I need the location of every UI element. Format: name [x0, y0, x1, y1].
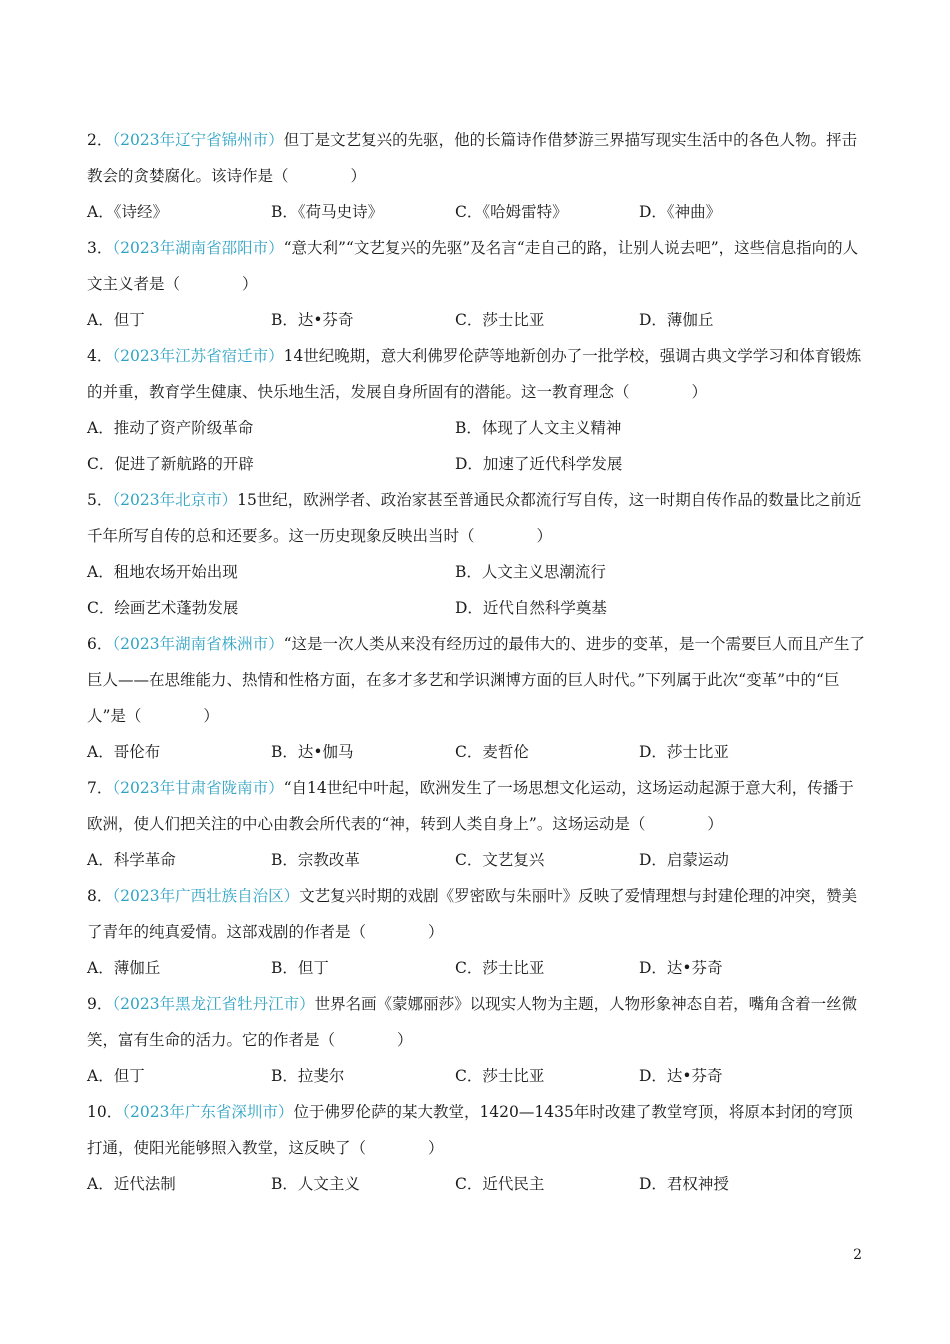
question-text: 15世纪，欧洲学者、政治家甚至普通民众都流行写自传，这一时期自传作品的数量比之前近千年所写自传的总和还要多。这一历史现象反映出当时（ ）	[87, 491, 862, 545]
question-number: 10．	[87, 1103, 123, 1121]
question-6	[87, 626, 867, 770]
option-c: C．莎士比亚	[455, 1067, 545, 1085]
question-source: （2023年辽宁省锦州市）	[112, 131, 284, 149]
options-row	[87, 1058, 867, 1094]
option-d: D．近代自然科学奠基	[455, 599, 607, 617]
option-b: B．体现了人文主义精神	[455, 419, 622, 437]
question-text: 世界名画《蒙娜丽莎》以现实人物为主题，人物形象神态自若，嘴角含着一丝微笑，富有生命的活力。它的作者是（ ）	[87, 995, 858, 1049]
option-a: A．科学革命	[87, 851, 176, 869]
option-d: D．加速了近代科学发展	[455, 455, 623, 473]
option-c: C．莎士比亚	[455, 959, 545, 977]
question-text: “意大利”“文艺复兴的先驱”及名言“走自己的路，让别人说去吧”，这些信息指向的人文主义者是（ ）	[87, 239, 859, 293]
question-7	[87, 770, 867, 878]
question-source: （2023年甘肃省陇南市）	[112, 779, 284, 797]
question-text: 但丁是文艺复兴的先驱，他的长篇诗作借梦游三界描写现实生活中的各色人物。抨击教会的贪婪腐化。该诗作是（ ）	[87, 131, 858, 185]
question-text: 14世纪晚期，意大利佛罗伦萨等地新创办了一批学校，强调古典文学学习和体育锻炼的并重，教育学生健康、快乐地生活，发展自身所固有的潜能。这一教育理念（ ）	[87, 347, 862, 401]
options-row	[87, 734, 867, 770]
option-d: D．达•芬奇	[639, 1067, 723, 1085]
option-b: B．《荷马史诗》	[271, 203, 384, 221]
option-b: B．宗教改革	[271, 851, 360, 869]
option-d: D．《神曲》	[639, 203, 722, 221]
options-row	[87, 446, 867, 482]
question-number: 8．	[87, 887, 113, 905]
option-c: C．《哈姆雷特》	[455, 203, 568, 221]
question-3	[87, 230, 867, 338]
option-a: A．但丁	[87, 1067, 145, 1085]
question-source: （2023年广东省深圳市）	[122, 1103, 294, 1121]
option-c: C．近代民主	[455, 1175, 545, 1193]
question-number: 9．	[87, 995, 113, 1013]
option-d: D．君权神授	[639, 1175, 729, 1193]
options-row	[87, 302, 867, 338]
option-a: A．哥伦布	[87, 743, 161, 761]
question-8	[87, 878, 867, 986]
option-a: A．《诗经》	[87, 203, 168, 221]
option-b: B．达•伽马	[271, 743, 354, 761]
option-c: C．文艺复兴	[455, 851, 545, 869]
question-9	[87, 986, 867, 1094]
question-number: 5．	[87, 491, 113, 509]
options-row	[87, 410, 867, 446]
question-source: （2023年北京市）	[112, 491, 238, 509]
question-source: （2023年湖南省株洲市）	[112, 635, 284, 653]
option-b: B．人文主义思潮流行	[455, 563, 606, 581]
question-4	[87, 338, 867, 482]
question-number: 6．	[87, 635, 113, 653]
question-stem	[87, 122, 867, 194]
option-b: B．人文主义	[271, 1175, 360, 1193]
option-b: B．但丁	[271, 959, 329, 977]
question-stem	[87, 230, 867, 302]
question-number: 2．	[87, 131, 113, 149]
question-number: 7．	[87, 779, 113, 797]
question-stem	[87, 626, 867, 734]
question-5	[87, 482, 867, 626]
option-c: C．绘画艺术蓬勃发展	[87, 599, 239, 617]
option-c: C．莎士比亚	[455, 311, 545, 329]
question-number: 3．	[87, 239, 113, 257]
options-row	[87, 590, 867, 626]
options-row	[87, 950, 867, 986]
option-a: A．租地农场开始出现	[87, 563, 238, 581]
question-stem	[87, 986, 867, 1058]
option-d: D．莎士比亚	[639, 743, 729, 761]
option-c: C．促进了新航路的开辟	[87, 455, 254, 473]
question-text: “自14世纪中叶起，欧洲发生了一场思想文化运动，这场运动起源于意大利，传播于欧洲，使人们把关注的中心由教会所代表的“神，转到人类自身上”。这场运动是（ ）	[87, 779, 854, 833]
question-2	[87, 122, 867, 230]
option-d: D．达•芬奇	[639, 959, 723, 977]
question-page	[87, 122, 867, 1202]
question-stem	[87, 878, 867, 950]
question-stem	[87, 1094, 867, 1166]
question-stem	[87, 338, 867, 410]
option-b: B．拉斐尔	[271, 1067, 345, 1085]
option-a: A．推动了资产阶级革命	[87, 419, 254, 437]
options-row	[87, 1166, 867, 1202]
question-10	[87, 1094, 867, 1202]
option-b: B．达•芬奇	[271, 311, 354, 329]
option-c: C．麦哲伦	[455, 743, 529, 761]
option-a: A．薄伽丘	[87, 959, 161, 977]
question-source: （2023年黑龙江省牡丹江市）	[112, 995, 315, 1013]
option-a: A．近代法制	[87, 1175, 176, 1193]
options-row	[87, 194, 867, 230]
options-row	[87, 842, 867, 878]
options-row	[87, 554, 867, 590]
question-source: （2023年江苏省宿迁市）	[112, 347, 284, 365]
question-number: 4．	[87, 347, 113, 365]
question-stem	[87, 482, 867, 554]
question-text: 文艺复兴时期的戏剧《罗密欧与朱丽叶》反映了爱情理想与封建伦理的冲突，赞美了青年的纯真爱情。这部戏剧的作者是（ ）	[87, 887, 858, 941]
question-stem	[87, 770, 867, 842]
question-source: （2023年广西壮族自治区）	[112, 887, 300, 905]
question-source: （2023年湖南省邵阳市）	[112, 239, 284, 257]
option-d: D．薄伽丘	[639, 311, 714, 329]
page-number: 2	[853, 1247, 862, 1263]
question-text: 位于佛罗伦萨的某大教堂，1420—1435年时改建了教堂穹顶，将原本封闭的穹顶打通，使阳光能够照入教堂，这反映了（ ）	[87, 1103, 853, 1157]
option-d: D．启蒙运动	[639, 851, 729, 869]
option-a: A．但丁	[87, 311, 145, 329]
question-text: “这是一次人类从来没有经历过的最伟大的、进步的变革，是一个需要巨人而且产生了巨人——在思维能力、热情和性格方面，在多才多艺和学识渊博方面的巨人时代。”下列属于此次“变革”中的“巨人”是（ ）	[87, 635, 866, 725]
